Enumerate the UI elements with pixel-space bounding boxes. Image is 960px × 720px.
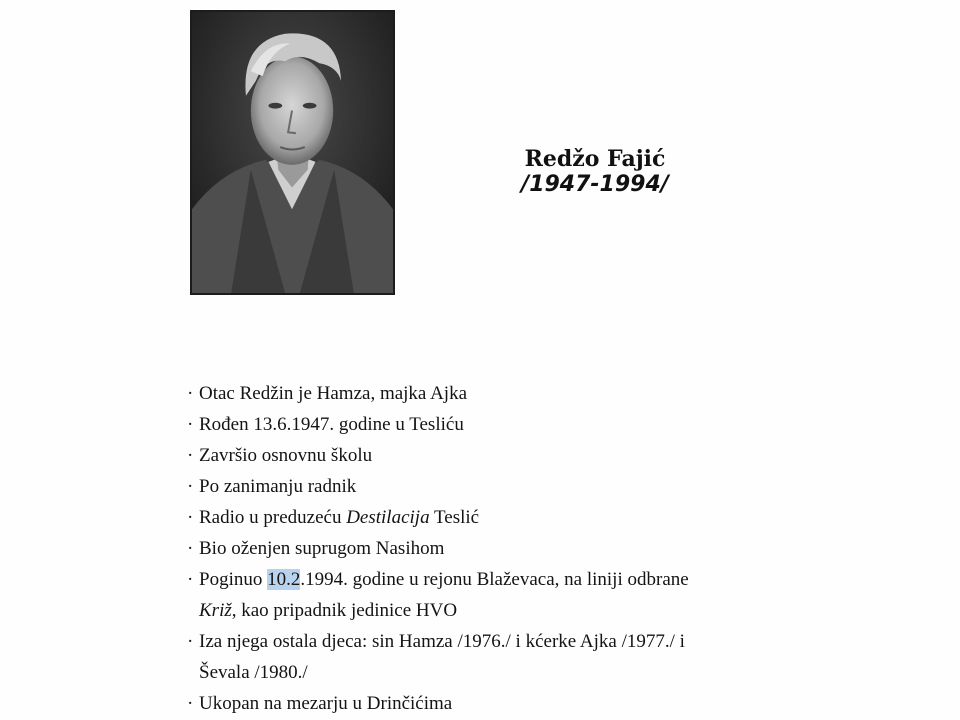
fact-text: Bio oženjen suprugom Nasihom — [199, 538, 445, 559]
bullet-icon: · — [187, 631, 194, 652]
list-item — [185, 440, 785, 471]
fact-text: Ukopan na mezarju u Drinčićima — [199, 693, 453, 714]
fact-text: Ševala /1980./ — [199, 662, 308, 683]
list-item — [185, 688, 785, 719]
fact-text: Otac Redžin je Hamza, majka Ajka — [199, 383, 468, 404]
list-item — [185, 533, 785, 564]
bullet-icon: · — [187, 693, 194, 714]
bullet-icon: · — [187, 569, 194, 590]
list-item — [185, 626, 785, 688]
list-item — [185, 409, 785, 440]
list-item — [185, 471, 785, 502]
person-years: /1947-1994/ — [521, 172, 669, 197]
list-item — [185, 502, 785, 533]
fact-text: Poginuo — [199, 569, 268, 590]
list-item — [185, 378, 785, 409]
fact-text: , kao pripadnik jedinice HVO — [231, 600, 458, 621]
fact-text: Po zanimanju radnik — [199, 476, 357, 497]
biography-list — [185, 378, 785, 719]
bullet-icon: · — [187, 445, 194, 466]
portrait-photo — [190, 10, 395, 295]
fact-text: Završio osnovnu školu — [199, 445, 373, 466]
person-heading — [470, 146, 720, 198]
list-item — [185, 564, 785, 626]
bullet-icon: · — [187, 538, 194, 559]
fact-italic: Križ — [199, 600, 232, 621]
fact-text: Radio u preduzeću — [199, 507, 347, 528]
bullet-icon: · — [187, 414, 194, 435]
fact-text: Teslić — [429, 507, 480, 528]
portrait-photo-icon — [192, 12, 393, 293]
fact-italic: Destilacija — [346, 507, 430, 528]
fact-text: Rođen 13.6.1947. godine u Tesliću — [199, 414, 464, 435]
fact-text: .1994. godine u rejonu Blaževaca, na liniji odbrane — [300, 569, 689, 590]
bullet-icon: · — [187, 507, 194, 528]
selected-text-highlight[interactable]: 10.2 — [267, 569, 301, 590]
fact-text: Iza njega ostala djeca: sin Hamza /1976./ i kćerke Ajka /1977./ i — [199, 631, 685, 652]
bullet-icon: · — [187, 383, 194, 404]
person-name: Redžo Fajić — [524, 146, 666, 172]
bullet-icon: · — [187, 476, 194, 497]
